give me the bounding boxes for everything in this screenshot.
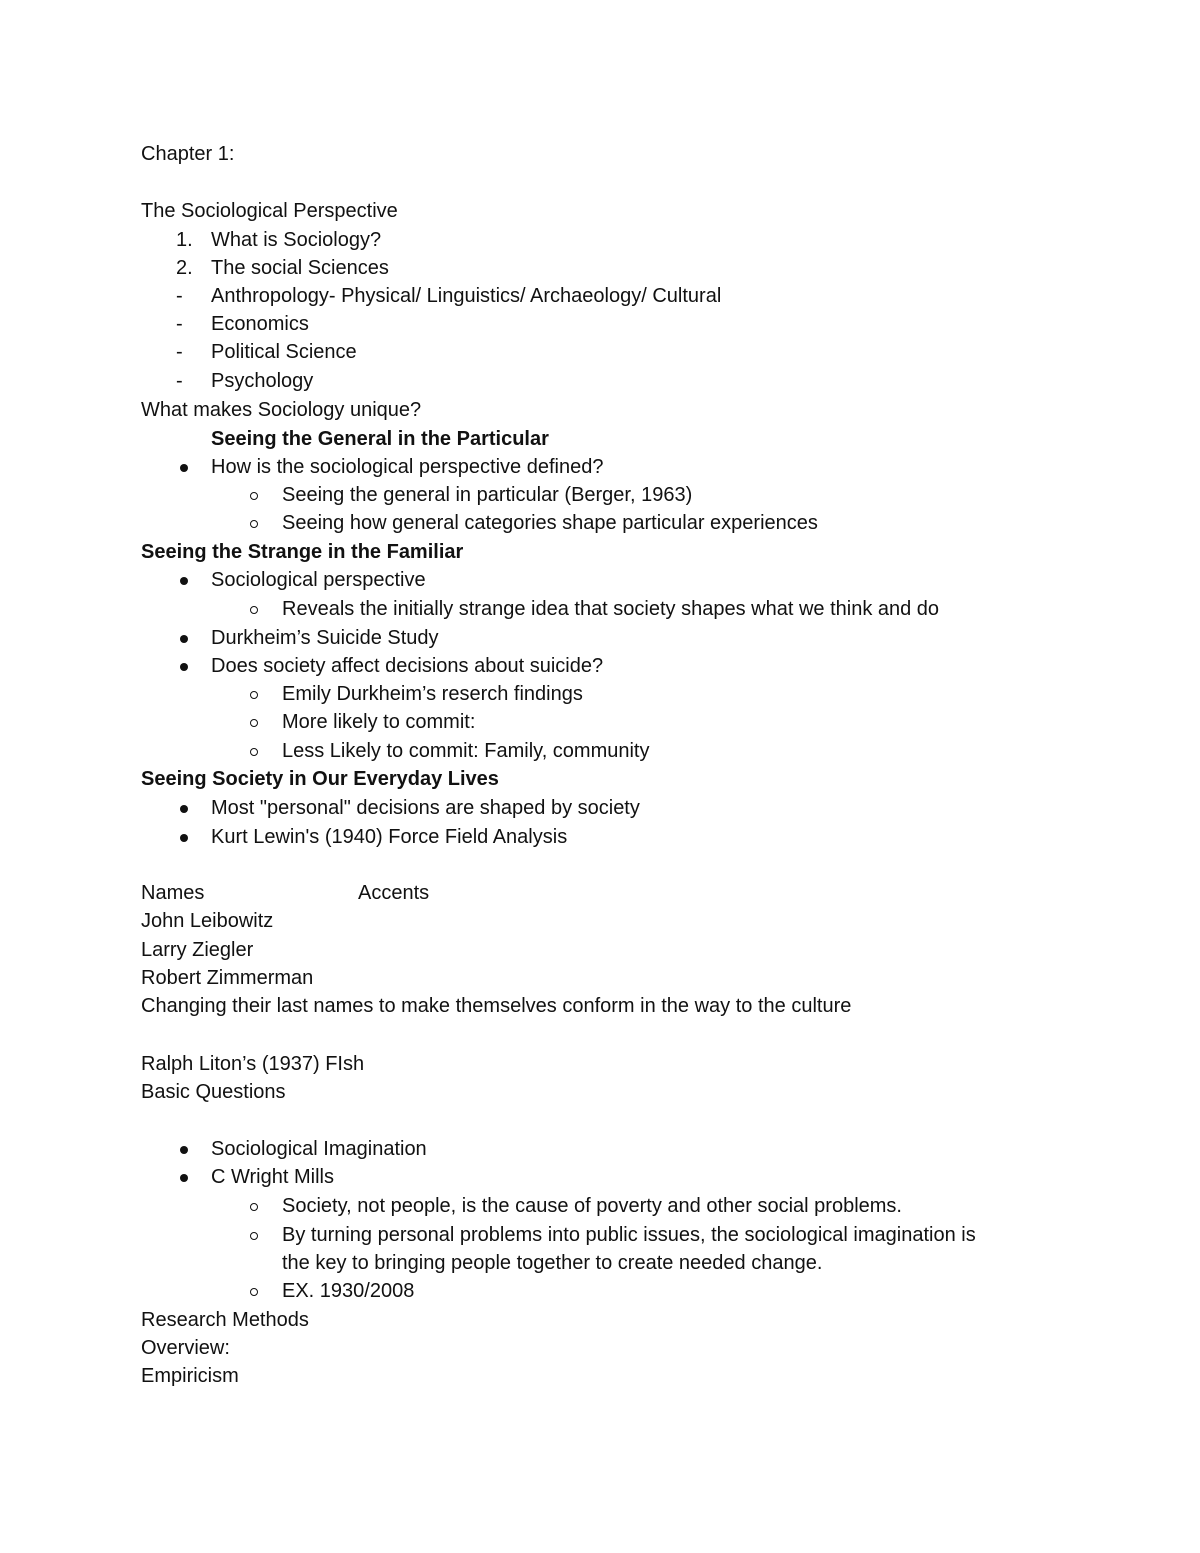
bullet-text: How is the sociological perspective defined? [211,456,604,478]
general-heading-line [0,425,1200,453]
name-line [0,936,1200,964]
bullet-text: Sociological perspective [211,569,426,591]
names-note-line [0,992,1200,1020]
list-number: 1. [176,229,193,251]
sub-bullet-continuation [0,1249,1200,1277]
chapter-line [0,140,1200,168]
dash-marker: - [176,313,183,335]
sub-bullet-text: Seeing how general categories shape particular experiences [282,512,818,534]
sub-bullet-text: By turning personal problems into public issues, the sociological imagination is [282,1224,976,1246]
dash-item [0,310,1200,338]
name-entry: John Leibowitz [141,910,274,932]
name-entry: Larry Ziegler [141,939,254,961]
dash-item [0,367,1200,395]
sub-bullet-text: the key to bringing people together to create needed change. [282,1252,823,1274]
dash-marker: - [176,341,183,363]
empiricism-label: Empiricism [141,1365,239,1387]
names-header-line [0,879,1200,907]
bullet-text: Does society affect decisions about suicide? [211,655,604,677]
fish-reference: Ralph Liton’s (1937) FIsh [141,1053,365,1075]
hollow-bullet [250,1232,258,1240]
basic-questions-line [0,1078,1200,1106]
general-heading: Seeing the General in the Particular [211,428,549,450]
sub-bullet-text: More likely to commit: [282,711,476,733]
list-number: 2. [176,257,193,279]
dash-item [0,338,1200,366]
numbered-item [0,226,1200,254]
dash-marker: - [176,370,183,392]
sub-bullet-item [0,680,1200,708]
bullet-text: C Wright Mills [211,1166,334,1188]
section-title-line [0,197,1200,225]
unique-question-line [0,396,1200,424]
bullet-item [0,1163,1200,1191]
hollow-bullet [250,691,258,699]
bullet-item [0,652,1200,680]
everyday-heading-line [0,765,1200,793]
numbered-item-text: The social Sciences [211,257,389,279]
name-entry: Robert Zimmerman [141,967,314,989]
strange-heading-line [0,538,1200,566]
numbered-item [0,254,1200,282]
bullet-item [0,794,1200,822]
dash-item-text: Psychology [211,370,314,392]
research-methods: Research Methods [141,1309,309,1331]
sub-bullet-text: EX. 1930/2008 [282,1280,415,1302]
dash-item-text: Political Science [211,341,357,363]
everyday-heading: Seeing Society in Our Everyday Lives [141,768,499,790]
sub-bullet-item [0,595,1200,623]
dash-item [0,282,1200,310]
section-title: The Sociological Perspective [141,200,398,222]
name-line [0,964,1200,992]
sub-bullet-text: Society, not people, is the cause of poverty and other social problems. [282,1195,902,1217]
hollow-bullet [250,492,258,500]
bullet-text: Durkheim’s Suicide Study [211,627,439,649]
bullet-text: Sociological Imagination [211,1138,427,1160]
bullet-dot [180,1146,188,1154]
hollow-bullet [250,719,258,727]
sub-bullet-text: Reveals the initially strange idea that society shapes what we think and do [282,598,940,620]
bullet-text: Kurt Lewin's (1940) Force Field Analysis [211,826,568,848]
tail-line [0,1306,1200,1334]
tail-line [0,1334,1200,1362]
bullet-dot [180,805,188,813]
bullet-item [0,823,1200,851]
bullet-item [0,624,1200,652]
bullet-dot [180,1174,188,1182]
chapter-heading: Chapter 1: [141,143,235,165]
names-note: Changing their last names to make themselves conform in the way to the culture [141,995,852,1017]
unique-question: What makes Sociology unique? [141,399,422,421]
sub-bullet-item [0,1277,1200,1305]
sub-bullet-item [0,1221,1200,1249]
hollow-bullet [250,748,258,756]
name-line [0,907,1200,935]
bullet-item [0,566,1200,594]
accents-column-header: Accents [358,882,430,904]
sub-bullet-item [0,481,1200,509]
numbered-item-text: What is Sociology? [211,229,382,251]
tail-line [0,1362,1200,1390]
sub-bullet-item [0,737,1200,765]
sub-bullet-text: Seeing the general in particular (Berger, 1963) [282,484,693,506]
strange-heading: Seeing the Strange in the Familiar [141,541,464,563]
bullet-dot [180,834,188,842]
overview-label: Overview: [141,1337,230,1359]
bullet-dot [180,635,188,643]
sub-bullet-item [0,1192,1200,1220]
sub-bullet-item [0,509,1200,537]
names-column-header: Names [141,882,205,904]
bullet-item [0,1135,1200,1163]
dash-item-text: Anthropology- Physical/ Linguistics/ Archaeology/ Cultural [211,285,722,307]
hollow-bullet [250,1203,258,1211]
bullet-dot [180,663,188,671]
bullet-dot [180,577,188,585]
hollow-bullet [250,520,258,528]
sub-bullet-item [0,708,1200,736]
sub-bullet-text: Less Likely to commit: Family, community [282,740,650,762]
bullet-dot [180,464,188,472]
basic-questions: Basic Questions [141,1081,286,1103]
sub-bullet-text: Emily Durkheim’s reserch findings [282,683,583,705]
hollow-bullet [250,1288,258,1296]
dash-item-text: Economics [211,313,309,335]
hollow-bullet [250,606,258,614]
fish-line [0,1050,1200,1078]
bullet-item [0,453,1200,481]
bullet-text: Most "personal" decisions are shaped by society [211,797,640,819]
dash-marker: - [176,285,183,307]
